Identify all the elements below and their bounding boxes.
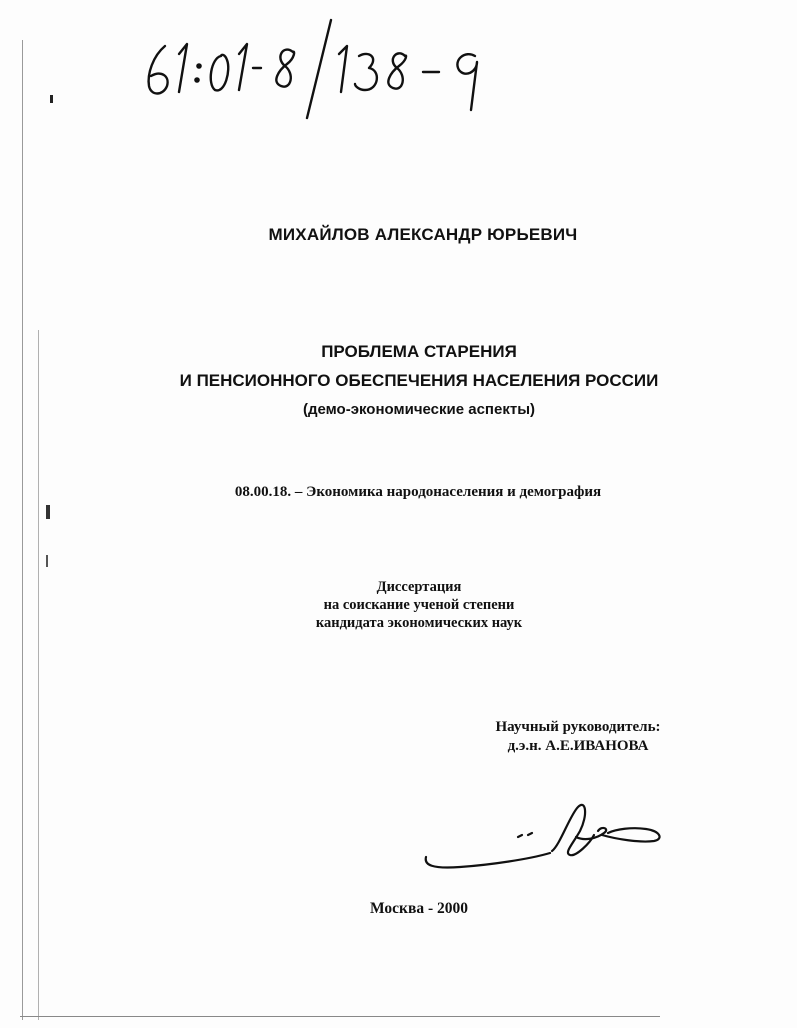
degree-line-3: кандидата экономических наук — [315, 615, 523, 631]
title-line-1: ПРОБЛЕМА СТАРЕНИЯ — [321, 342, 517, 361]
specialty-code: 08.00.18. – Экономика народонаселения и демография — [234, 484, 602, 500]
supervisor-block — [470, 718, 686, 756]
title-subtitle: (демо-экономические аспекты) — [303, 401, 535, 418]
scan-edge-mark — [50, 95, 53, 103]
dissertation-title — [0, 337, 797, 424]
author-name: МИХАЙЛОВ АЛЕКСАНДР ЮРЬЕВИЧ — [268, 225, 578, 244]
dissertation-degree — [0, 578, 797, 632]
degree-line-2: на соискание ученой степени — [323, 597, 515, 613]
scan-edge-mark — [46, 555, 48, 567]
supervisor-label: Научный руководитель: — [495, 719, 661, 735]
scan-edge-mark — [46, 505, 50, 519]
city-year: Москва - 2000 — [369, 900, 469, 917]
handwritten-archive-number — [135, 14, 535, 124]
supervisor-name: д.э.н. А.Е.ИВАНОВА — [507, 738, 649, 754]
scan-edge-bottom — [20, 1016, 660, 1017]
signature — [420, 795, 670, 885]
degree-line-1: Диссертация — [376, 579, 462, 595]
scan-edge-line — [22, 40, 23, 1020]
title-line-2: И ПЕНСИОННОГО ОБЕСПЕЧЕНИЯ НАСЕЛЕНИЯ РОССИИ — [179, 371, 659, 390]
